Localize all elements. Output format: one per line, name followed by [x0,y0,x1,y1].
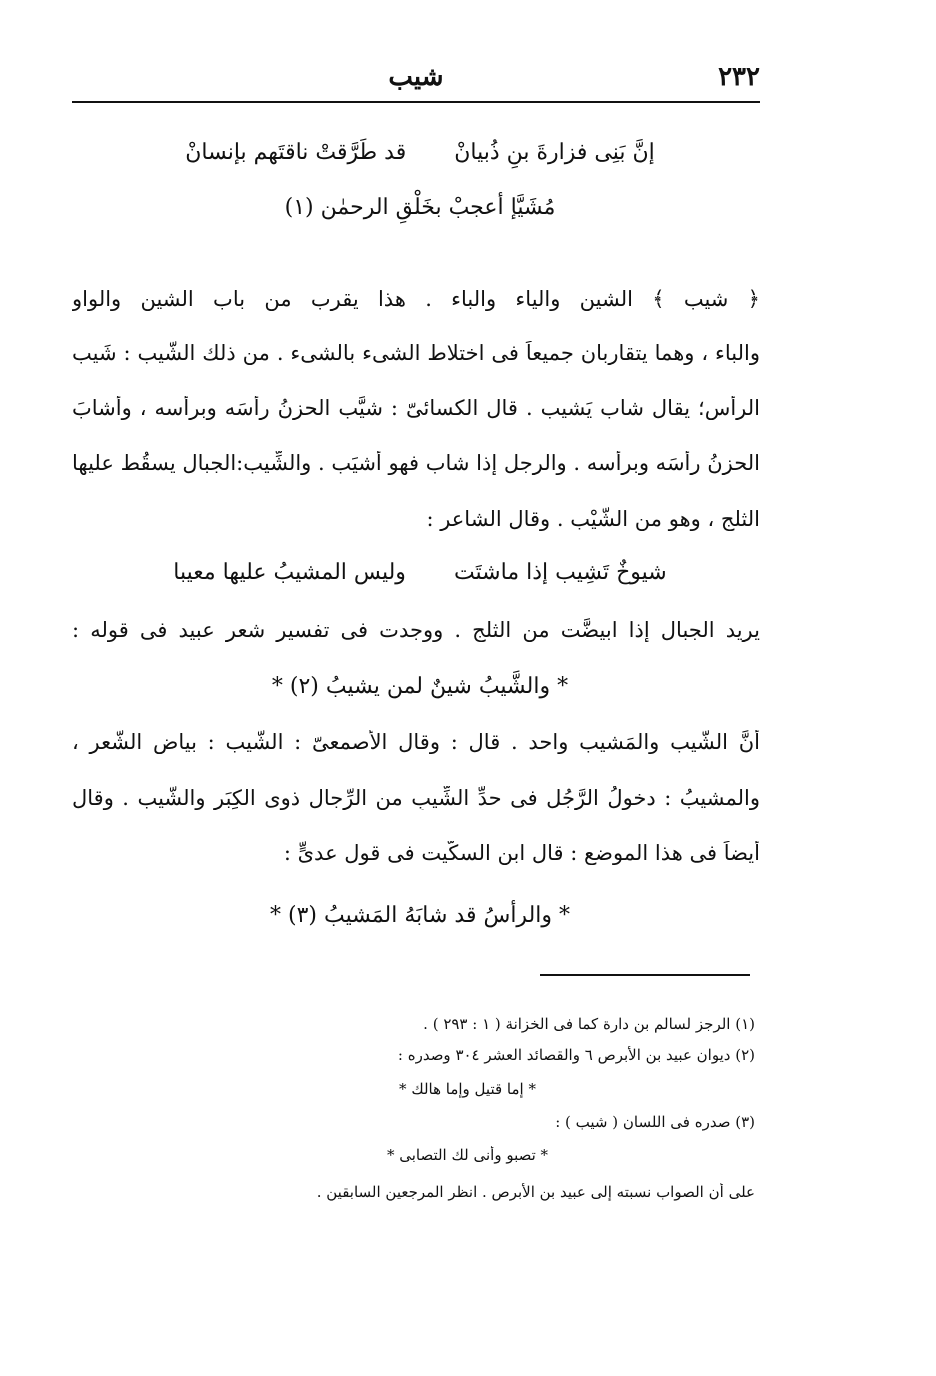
verse-3-text: * والرأسُ قد شابَهُ المَشيبُ (٣) * [269,903,571,928]
verse-2-text: * والشَّيبُ شينٌ لمن يشيبُ (٢) * [271,674,569,699]
footnote-3-verse: * تصبو وأنى لك التصابى * [386,1146,549,1164]
opening-verse-line-2 [90,195,750,220]
verse-1 [90,560,750,585]
entry-line-2: والباء ، وهما يتقاربان جميعاً فى اختلاط الشىء بالشىء . من ذلك الشَّيب : شَيب [72,341,760,365]
page-header [72,62,760,98]
entry-line-1: ﴿ شيب ﴾ الشين والياء والباء . هذا يقرب من باب الشين والواو [72,287,760,311]
entry-line-5: الثلج ، وهو من الشَّيْب . وقال الشاعر : [426,507,760,531]
verse-2 [90,674,750,699]
entry-line-7: أنَّ الشَّيب والمَشيب واحد . قال : وقال الأصمعىّ : الشَّيب : بياض الشَّعر ، [72,730,760,754]
footnote-2-verse: * إما قتيل وإما هالك * [399,1080,536,1098]
footnote-2: (٢) ديوان عبيد بن الأبرص ٦ والقصائد العشر ٣٠٤ وصدره : [397,1046,755,1064]
entry-line-3: الرأس؛ يقال شاب يَشيب . قال الكسائىّ : شيَّب الحزنُ رأسَه وبرأسه ، وأشابَ [72,396,760,420]
entry-line-6: يريد الجبال إذا ابيضَّت من الثلج . ووجدت فى تفسير شعر عبيد فى قوله : [72,618,760,642]
page-number: ٢٣٢ [718,62,760,92]
opening-verse-line-1 [90,140,750,165]
entry-line-9: أيضاً فى هذا الموضع : قال ابن السكّيت فى قول عدىٍّ : [283,841,760,865]
opening-verse-hemistich-2: قد طَرَّقتْ ناقتَهم بإنسانْ [185,140,407,165]
opening-verse-hemistich-1: إنَّ بَنِى فزارةَ بنِ ذُبيانْ [454,140,655,165]
running-head: شيب [388,62,444,92]
footnote-3-note: على أن الصواب نسبته إلى عبيد بن الأبرص . انظر المرجعين السابقين . [316,1183,755,1201]
verse-1-hemistich-2: وليس المشيبُ عليها معيبا [173,560,406,585]
verse-3 [90,903,750,928]
header-rule [72,101,760,103]
entry-line-4: الحزنُ رأسَه وبرأسه . والرجل إذا شاب فهو أشيَب . والشِّيب:الجبال يسقُط عليها [72,451,760,475]
footnote-1: (١) الرجز لسالم بن دارة كما فى الخزانة ( ١ : ٢٩٣ ) . [423,1015,755,1033]
footnote-rule [540,974,750,976]
entry-line-8: والمشيبُ : دخولُ الرَّجُل فى حدِّ الشِّيبِ من الرِّجال ذوى الكِبَر والشَّيب . وقال [72,786,760,810]
verse-1-hemistich-1: شيوخٌ تَشِيب إذا ماشتَت [453,560,667,585]
footnote-3: (٣) صدره فى اللسان ( شيب ) : [555,1113,755,1131]
opening-verse-line-2-text: مُشَيَّإ أعجبْ بخَلْقِ الرحمٰن (١) [284,195,556,220]
